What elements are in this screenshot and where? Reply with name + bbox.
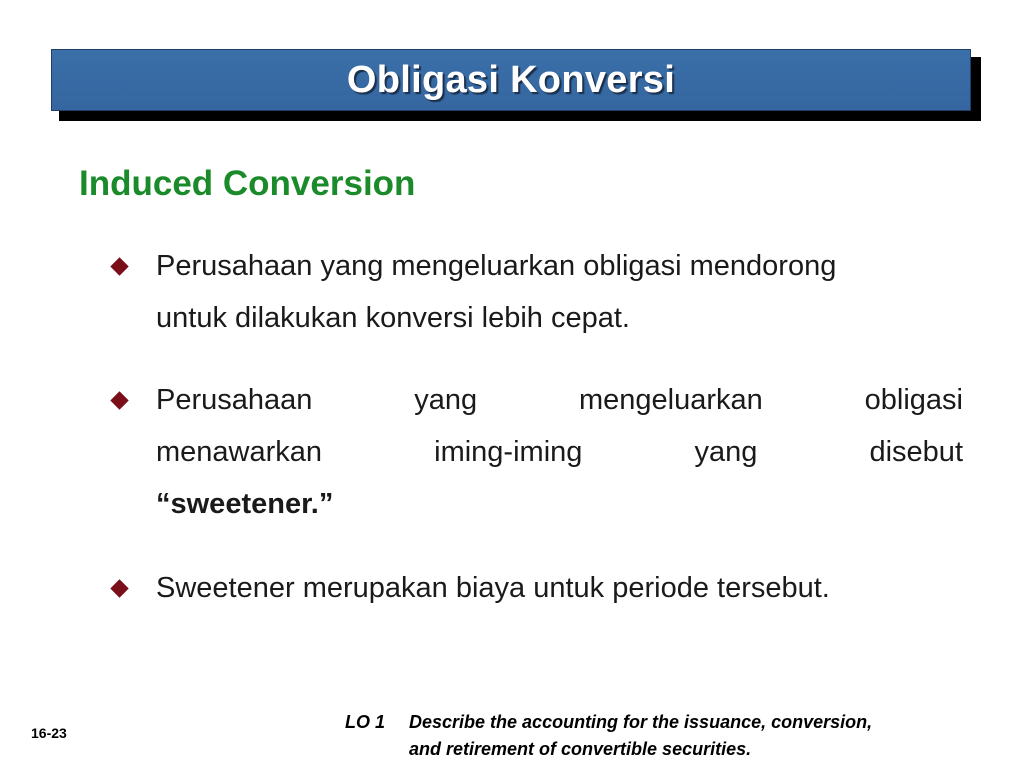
diamond-bullet-icon (110, 391, 128, 409)
bullet-1-line-2: untuk dilakukan konversi lebih cepat. (156, 302, 630, 334)
bullet-1-line-1: Perusahaan yang mengeluarkan obligasi mendorong (156, 250, 837, 282)
bullet-2-line-3: “sweetener.” (156, 488, 334, 520)
learning-objective-line-2: and retirement of convertible securities. (409, 739, 752, 759)
section-heading: Induced Conversion (79, 164, 416, 203)
bullet-3-line-1: Sweetener merupakan biaya untuk periode tersebut. (156, 572, 830, 604)
slide-title: Obligasi Konversi (346, 58, 676, 101)
diamond-bullet-icon (110, 257, 128, 275)
bullet-2-line-1: Perusahaan yang mengeluarkan obligasi (156, 384, 963, 416)
learning-objective-code: LO 1 (345, 712, 386, 732)
bullet-2-line-2: menawarkan iming-iming yang disebut (156, 436, 963, 468)
learning-objective-description (409, 709, 872, 763)
page-number: 16-23 (31, 725, 67, 741)
bullet-text-2 (156, 374, 963, 530)
learning-objective-line-1: Describe the accounting for the issuance, conversion, (409, 712, 873, 732)
diamond-bullet-icon (110, 579, 128, 597)
bullet-text-1 (156, 240, 963, 344)
title-bar (51, 49, 971, 111)
bullet-text-3 (156, 562, 963, 614)
